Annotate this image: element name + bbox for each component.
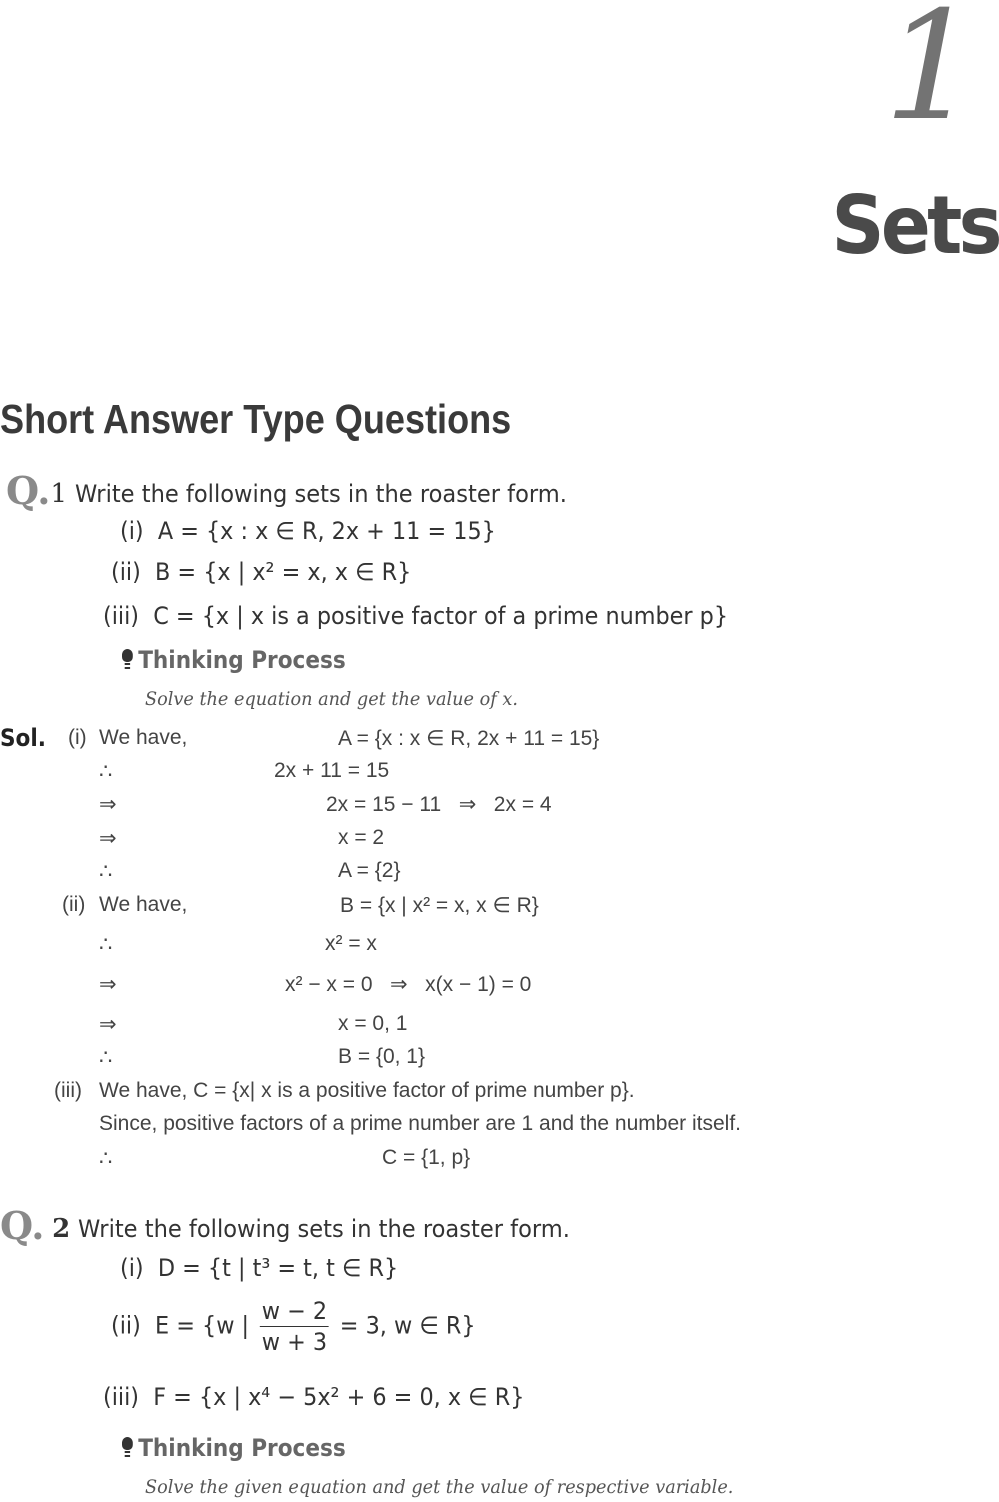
q2-part-i (120, 1254, 398, 1282)
sol-line-8-left: ⇒ (99, 973, 117, 996)
part-label: (i) (120, 1254, 144, 1282)
sol-line-11-left: We have, C = {x| x is a positive factor of prime number p}. (99, 1079, 635, 1102)
thinking-process-label: Thinking Process (138, 646, 346, 674)
part-expression-suffix: = 3, w ∈ R} (339, 1311, 476, 1340)
sol-line-4-left: ⇒ (99, 827, 117, 850)
question-prompt: Write the following sets in the roaster form. (74, 480, 567, 508)
sol-line-6-marker: (ii) (62, 893, 86, 916)
part-expression: A = {x : x ∈ R, 2x + 11 = 15} (157, 517, 496, 545)
fraction (260, 1296, 329, 1357)
question-number: 2 (52, 1214, 71, 1244)
sol-line-9-right: x = 0, 1 (338, 1012, 408, 1035)
part-expression: D = {t | t³ = t, t ∈ R} (157, 1254, 399, 1282)
sol-line-5-left: ∴ (99, 860, 113, 883)
part-expression-prefix: E = {w | (155, 1311, 250, 1340)
fraction-denominator: w + 3 (261, 1328, 328, 1356)
q2-thinking-process-title (122, 1434, 346, 1462)
sol-line-11-marker: (iii) (54, 1079, 82, 1102)
sol-line-12-left: Since, positive factors of a prime number are 1 and the number itself. (99, 1112, 741, 1135)
lightbulb-icon (122, 1437, 133, 1459)
q1-part-iii (103, 602, 728, 630)
question-prefix: Q. (6, 468, 51, 513)
sol-line-8-right: x² − x = 0 ⇒ x(x − 1) = 0 (285, 973, 532, 996)
question-prefix: Q. (0, 1203, 45, 1248)
sol-line-6-right: B = {x | x² = x, x ∈ R} (340, 894, 539, 917)
part-label: (ii) (111, 1311, 141, 1340)
sol-line-10-left: ∴ (99, 1046, 113, 1069)
part-expression: F = {x | x⁴ − 5x² + 6 = 0, x ∈ R} (153, 1383, 525, 1411)
chapter-number: 1 (883, 0, 975, 154)
question-prompt: Write the following sets in the roaster form. (77, 1215, 570, 1243)
sol-line-9-left: ⇒ (99, 1013, 117, 1036)
q1-part-ii (111, 558, 411, 586)
q2-part-ii (111, 1296, 476, 1357)
sol-line-2-left: ∴ (99, 760, 113, 783)
part-label: (ii) (111, 558, 141, 586)
sol-line-3-right: 2x = 15 − 11 ⇒ 2x = 4 (326, 793, 552, 816)
sol-line-5-right: A = {2} (338, 859, 401, 882)
sol-line-3-left: ⇒ (99, 793, 117, 816)
q1-thinking-process-title (122, 646, 346, 674)
sol-line-2-right: 2x + 11 = 15 (274, 759, 390, 782)
lightbulb-icon (122, 649, 133, 671)
q2-part-iii (103, 1383, 524, 1411)
q1-thinking-process-text: Solve the equation and get the value of x. (145, 688, 518, 710)
sol-line-10-right: B = {0, 1} (338, 1045, 425, 1068)
question-number: 1 (50, 479, 67, 509)
sol-line-1-left: We have, (99, 726, 188, 749)
sol-line-1-marker: (i) (68, 726, 87, 749)
solution-label: Sol. (0, 724, 47, 752)
thinking-process-label: Thinking Process (138, 1434, 346, 1462)
q1-part-i (120, 517, 496, 545)
sol-line-4-right: x = 2 (338, 826, 385, 849)
sol-line-1-right: A = {x : x ∈ R, 2x + 11 = 15} (338, 727, 600, 750)
part-expression: C = {x | x is a positive factor of a prime number p} (153, 602, 729, 630)
section-title: Short Answer Type Questions (0, 396, 512, 442)
part-label: (i) (120, 517, 144, 545)
part-label: (iii) (103, 602, 140, 630)
sol-line-7-right: x² = x (325, 932, 377, 955)
part-expression: B = {x | x² = x, x ∈ R} (155, 558, 412, 586)
chapter-title: Sets (831, 179, 999, 272)
sol-line-13-right: C = {1, p} (382, 1146, 471, 1169)
sol-line-13-left: ∴ (99, 1147, 113, 1170)
fraction-numerator: w − 2 (261, 1297, 328, 1325)
question-1-heading (6, 468, 598, 513)
sol-line-7-left: ∴ (99, 933, 113, 956)
part-label: (iii) (103, 1383, 140, 1411)
sol-line-6-left: We have, (99, 893, 188, 916)
q2-thinking-process-text: Solve the given equation and get the value of respective variable. (145, 1476, 734, 1498)
question-2-heading (0, 1203, 601, 1248)
